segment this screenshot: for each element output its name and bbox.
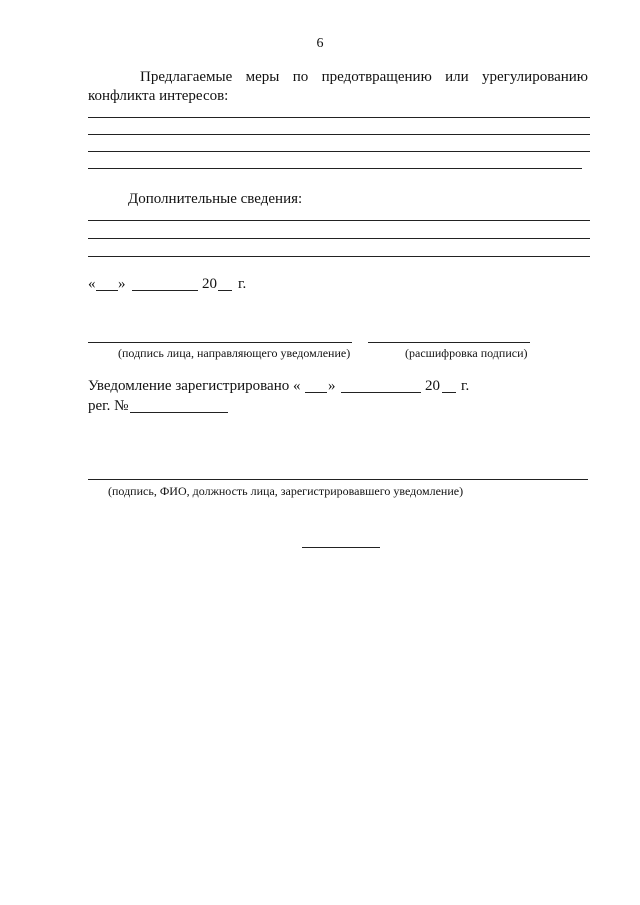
registration-prefix: Уведомление зарегистрировано «: [88, 378, 301, 394]
registration-day-field[interactable]: [305, 392, 327, 393]
date-line: [88, 276, 288, 296]
registration-month-field[interactable]: [341, 392, 421, 393]
registration-close-quote: »: [328, 378, 336, 394]
registration-number-label: рег. №: [88, 398, 129, 414]
measures-blank-line-2[interactable]: [88, 134, 590, 135]
registration-year-suffix: г.: [461, 378, 470, 394]
additional-info-label: Дополнительные сведения:: [128, 191, 303, 207]
registration-line: [88, 378, 508, 398]
registration-year-field[interactable]: [442, 392, 456, 393]
date-close-quote: »: [118, 276, 126, 292]
signature-line[interactable]: [88, 342, 352, 343]
measures-heading-line1: Предлагаемые меры по предотвращению или урегулированию: [140, 69, 588, 85]
additional-blank-line-1[interactable]: [88, 220, 590, 221]
registrar-caption: (подпись, ФИО, должность лица, зарегистрировавшего уведомление): [108, 484, 464, 498]
additional-blank-line-2[interactable]: [88, 238, 590, 239]
signature-caption: (подпись лица, направляющего уведомление): [118, 346, 351, 360]
measures-heading-line2: конфликта интересов:: [88, 88, 229, 104]
measures-blank-line-4[interactable]: [88, 168, 582, 169]
date-day-field[interactable]: [96, 290, 118, 291]
page-number: 6: [316, 36, 324, 51]
registration-number-field[interactable]: [130, 412, 228, 413]
date-year-field[interactable]: [218, 290, 232, 291]
registration-year-prefix: 20: [425, 378, 440, 394]
measures-blank-line-1[interactable]: [88, 117, 590, 118]
date-year-prefix: 20: [202, 276, 217, 292]
additional-blank-line-3[interactable]: [88, 256, 590, 257]
end-of-form-divider: [302, 547, 380, 548]
date-year-suffix: г.: [238, 276, 247, 292]
measures-blank-line-3[interactable]: [88, 151, 590, 152]
date-open-quote: «: [88, 276, 96, 292]
registration-number-line: [88, 398, 248, 418]
signature-decoding-line[interactable]: [368, 342, 530, 343]
signature-decoding-caption: (расшифровка подписи): [405, 346, 528, 360]
date-month-field[interactable]: [132, 290, 198, 291]
registrar-signature-line[interactable]: [88, 479, 588, 480]
